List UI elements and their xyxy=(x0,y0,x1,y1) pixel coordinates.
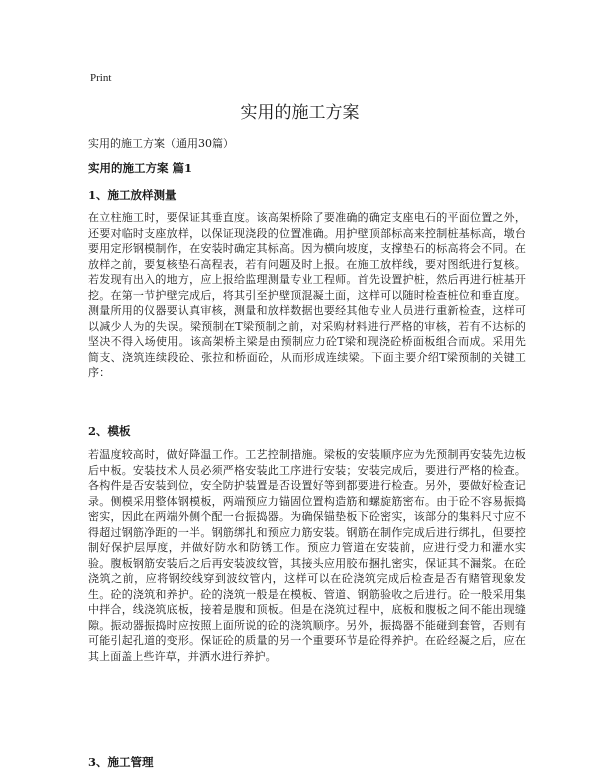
document-subtitle: 实用的施工方案（通用30篇） xyxy=(88,137,234,150)
section-heading-2: 2、模板 xyxy=(88,424,131,438)
section-heading-1: 1、施工放样测量 xyxy=(88,188,177,202)
section-body-1: 在立柱施工时，要保证其垂直度。该高架桥除了要准确的确定支座电石的平面位置之外，还要对临时支座放样，以保证现浇段的位置准确。用护壁顶部标高来控制桩基标高，墩台要用定形钢模制作，在安装时确定其标高。因为横向坡度，支撑垫石的标高将会不同。在放样之前，要复核垫石高程表，若有问题及时上报。在施工放样线，要对图纸进行复核。若发现有出入的地方，应上报给监理测量专业工程师。首先设置护桩，然后再进行桩基开挖。在第一节护壁完成后，将其引至护壁顶混凝土面，这样可以随时检查桩位和垂直度。测量所用的仪器要认真审核，测量和放样数据也要经其他专业人员进行重新检查，这样可以减少人为的失误。梁预制在T梁预制之前，对采购材料进行严格的审核，若有不达标的坚决不得入场使用。该高架桥主梁是由预制应力砼T梁和现浇砼桥面板组合而成。采用先简支、浇筑连续段砼、张拉和桥面砼，从而形成连续梁。下面主要介绍T梁预制的关键工序： xyxy=(88,211,526,379)
print-link[interactable]: Print xyxy=(90,72,112,84)
section-body-2: 若温度较高时，做好降温工作。工艺控制措施。梁板的安装顺序应为先预制再安装先边板后中板。安装技术人员必须严格安装此工序进行安装；安装完成后，要进行严格的检查。各构件是否安装到位，安全防护装置是否设置好等到都要进行检查。另外，要做好检查记录。侧模采用整体钢模板，两端预应力锚固位置构造筋和螺旋筋密布。由于砼不容易振捣密实，因此在两端外侧个配一台振捣器。为确保锚垫板下砼密实，该部分的集料尺寸应不得超过钢筋净距的一半。钢筋绑扎和预应力筋安装。钢筋在制作完成后进行绑扎，但要控制好保护层厚度，并做好防水和防锈工作。预应力管道在安装前，应进行受力和灌水实验。腹板钢筋安装后之后再安装波纹管，其接头应用胶布捆扎密实，保证其不漏浆。在砼浇筑之前，应将钢绞线穿到波纹管内，这样可以在砼浇筑完成后检查是否有赌管现象发生。砼的浇筑和养护。砼的浇筑一般是在模板、管道、钢筋验收之后进行。砼一般采用集中拌合，线浇筑底板，接着是腹和顶板。但是在浇筑过程中，底板和腹板之间不能出现缝隙。振动器振捣时应按照上面所说的砼的浇筑顺序。另外，振捣器不能碰到套管，否则有可能引起孔道的变形。保证砼的质量的另一个重要环节是砼得养护。在砼经凝之后，应在其上面盖上些许草，并洒水进行养护。 xyxy=(88,448,526,663)
page-title: 实用的施工方案 xyxy=(240,103,360,123)
section-heading-3: 3、施工管理 xyxy=(88,755,154,769)
article-heading: 实用的施工方案 篇1 xyxy=(88,161,193,175)
